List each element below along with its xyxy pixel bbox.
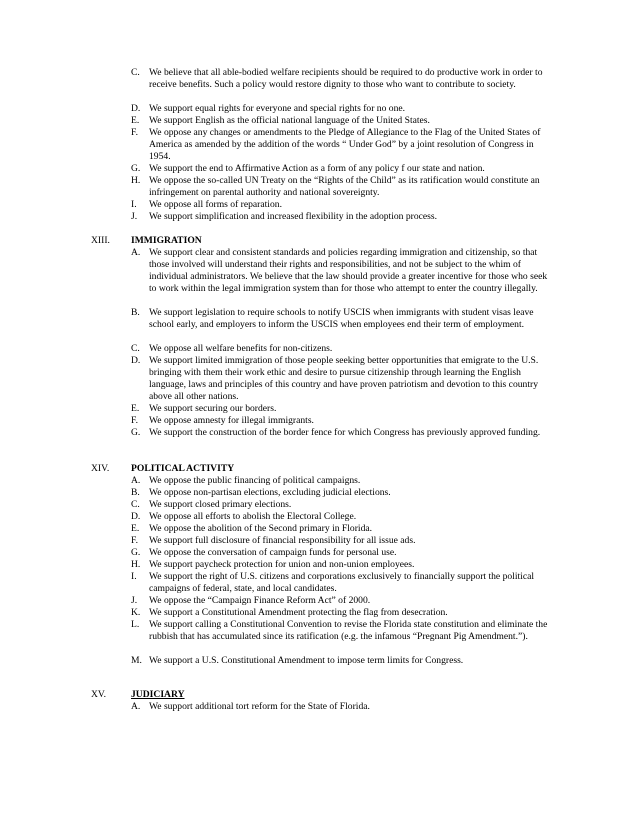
item-letter: L. [131,619,140,630]
list-item [131,475,549,487]
item-letter: D. [131,103,141,114]
item-text: We support English as the official national language of the United States. [149,115,430,126]
list-item [131,595,549,607]
item-letter: G. [131,427,141,438]
item-letter: B. [131,307,140,318]
list-item [131,211,549,223]
item-text: We oppose the abolition of the Second primary in Florida. [149,523,373,534]
list-item [131,415,549,427]
item-letter: M. [131,655,142,666]
item-text: We support securing our borders. [149,403,277,414]
item-letter: H. [131,175,141,186]
list-item [131,403,549,415]
item-text: We support equal rights for everyone and special rights for no one. [149,103,406,114]
section-title: IMMIGRATION [131,235,202,246]
item-letter: D. [131,355,141,366]
item-text: We oppose the public financing of political campaigns. [149,475,361,486]
list-item [131,127,549,163]
item-text: We believe that all able-bodied welfare recipients should be required to do productive work in order to receive benefits. Such a policy would restore dignity to those who want to contribute to society. [149,67,543,90]
item-letter: F. [131,127,138,138]
item-letter: H. [131,559,141,570]
list-item [131,499,549,511]
item-text: We support a U.S. Constitutional Amendment to impose term limits for Congress. [149,655,464,666]
item-letter: I. [131,199,137,210]
item-text: We support clear and consistent standards and policies regarding immigration and citizenship, so that those involved will understand their rights and responsibilities, and not be subject to the whim of individual administrators. We believe that the law should provide a greater incentive for those who seek to work within the legal immigration system than for those who attempt to enter the country illegally. [149,247,548,294]
item-text: We support simplification and increased flexibility in the adoption process. [149,211,438,222]
item-letter: E. [131,115,140,126]
item-text: We support calling a Constitutional Convention to revise the Florida state constitution and eliminate the rubbish that has accumulated since its ratification (e.g. the infamous “Pregnant Pig Amendment.”). [149,619,548,642]
item-text: We oppose the “Campaign Finance Reform Act” of 2000. [149,595,371,606]
list-item [131,487,549,499]
list-item [131,115,549,127]
item-text: We oppose non-partisan elections, excluding judicial elections. [149,487,391,498]
list-item [131,199,549,211]
item-text: We oppose the so-called UN Treaty on the “Rights of the Child” as its ratification would constitute an infringement on parental authority and national sovereignty. [149,175,540,198]
list-item [131,523,549,535]
item-letter: G. [131,547,141,558]
item-letter: J. [131,595,138,606]
list-item [131,163,549,175]
item-letter: A. [131,475,141,486]
item-text: We oppose all forms of reparation. [149,199,282,210]
item-text: We support limited immigration of those people seeking better opportunities that emigrate to the U.S. bringing with them their work ethic and desire to pursue citizenship through learning the English language, laws and principles of this country and have proven patriotism and devotion to this country above all other nations. [149,355,539,402]
item-text: We oppose the conversation of campaign funds for personal use. [149,547,397,558]
list-item [131,607,549,619]
list-item [131,247,549,295]
item-text: We support legislation to require schools to notify USCIS when immigrants with student visas leave school early, and employers to inform the USCIS when employees end their term of employment. [149,307,534,330]
item-text: We oppose amnesty for illegal immigrants. [149,415,314,426]
item-text: We oppose any changes or amendments to the Pledge of Allegiance to the Flag of the United States of America as amended by the addition of the words “ Under God” by a joint resolution of Congress in 1954. [149,127,541,162]
item-text: We support the right of U.S. citizens and corporations exclusively to financially support the political campaigns of federal, state, and local candidates. [149,571,535,594]
item-text: We oppose all efforts to abolish the Electoral College. [149,511,357,522]
item-letter: E. [131,523,140,534]
item-text: We support the end to Affirmative Action as a form of any policy f our state and nation. [149,163,485,174]
item-letter: I. [131,571,137,582]
item-letter: A. [131,701,141,712]
list-item [131,175,549,199]
section-title: JUDICIARY [131,689,185,700]
item-letter: K. [131,607,141,618]
list-item [131,619,549,643]
item-text: We support the construction of the border fence for which Congress has previously approved funding. [149,427,541,438]
list-item [131,67,549,91]
item-letter: J. [131,211,138,222]
list-item [131,535,549,547]
item-letter: C. [131,67,140,78]
item-letter: E. [131,403,140,414]
list-item [131,547,549,559]
section-numeral: XIII. [91,235,110,246]
section-title: POLITICAL ACTIVITY [131,463,235,474]
list-item [131,427,549,439]
section-numeral: XV. [91,689,107,700]
item-letter: F. [131,415,138,426]
item-text: We support paycheck protection for union and non-union employees. [149,559,415,570]
item-text: We support closed primary elections. [149,499,292,510]
item-text: We support full disclosure of financial responsibility for all issue ads. [149,535,416,546]
list-item [131,571,549,595]
item-letter: D. [131,511,141,522]
list-item [131,559,549,571]
item-letter: G. [131,163,141,174]
list-item [131,103,549,115]
item-letter: C. [131,499,140,510]
item-letter: A. [131,247,141,258]
list-item [131,355,549,403]
list-item [131,343,549,355]
list-item [131,511,549,523]
item-letter: B. [131,487,140,498]
item-text: We support a Constitutional Amendment protecting the flag from desecration. [149,607,448,618]
item-letter: C. [131,343,140,354]
section-numeral: XIV. [91,463,110,474]
item-text: We oppose all welfare benefits for non-citizens. [149,343,333,354]
item-text: We support additional tort reform for the State of Florida. [149,701,370,712]
list-item [131,655,549,667]
item-letter: F. [131,535,138,546]
list-item [131,701,549,713]
list-item [131,307,549,331]
